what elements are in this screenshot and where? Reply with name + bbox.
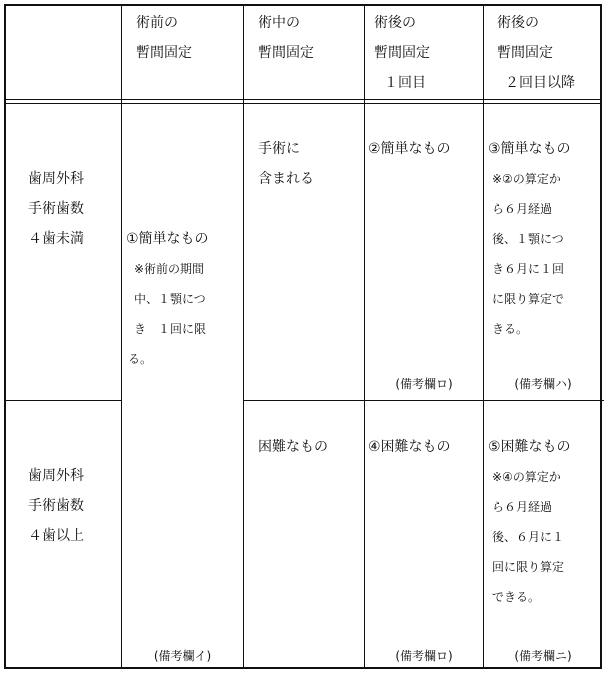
post-op-first-over4: ④困難なもの [368, 439, 451, 455]
header-line: 暫間固定 [136, 45, 192, 61]
header-post-op-second [497, 8, 575, 98]
column-divider [483, 6, 484, 667]
post-op-second-under4-main: ③簡単なもの [488, 141, 571, 157]
note-line: ら６月経過 [492, 500, 553, 514]
column-divider [364, 6, 365, 667]
column-divider [243, 6, 244, 667]
row-label-line: 手術歯数 [28, 498, 84, 514]
pre-op-note [128, 254, 207, 374]
note-line: 回に限り算定 [492, 560, 565, 574]
header-intra-op [258, 8, 314, 68]
note-line: る。 [128, 352, 153, 366]
remark-ro: (備考欄ロ) [395, 377, 453, 391]
note-line: き １回に限 [134, 322, 207, 336]
note-line: に限り算定で [492, 292, 565, 306]
header-post-op-first [374, 8, 430, 98]
header-divider [6, 99, 600, 104]
note-line: 後、１顎につ [492, 232, 564, 246]
row-divider [6, 400, 121, 401]
note-line: ら６月経過 [492, 202, 553, 216]
post-op-second-under4-note [492, 164, 564, 344]
note-line: ※④の算定か [492, 470, 561, 484]
column-divider [121, 6, 122, 667]
note-line: ※術前の期間 [134, 262, 205, 276]
row-label-line: 歯周外科 [28, 171, 84, 187]
note-line: 中、１顎につ [134, 292, 206, 306]
intra-op-over4: 困難なもの [258, 439, 328, 455]
header-line: 術中の [258, 15, 300, 31]
header-line: 術後の [374, 15, 416, 31]
note-line: できる。 [492, 590, 541, 604]
row-label-line: ４歯未満 [28, 231, 84, 247]
note-line: き６月に１回 [492, 262, 565, 276]
note-line: きる。 [492, 322, 529, 336]
remark-ha: (備考欄ハ) [514, 377, 572, 391]
cell-line: 含まれる [258, 171, 314, 187]
cell-line: 手術に [258, 141, 300, 157]
remark-a: (備考欄イ) [153, 649, 212, 663]
remark-ni: (備考欄ニ) [514, 649, 572, 663]
note-line: 後、６月に１ [492, 530, 565, 544]
post-op-first-under4: ②簡単なもの [368, 141, 451, 157]
row-label-over4 [28, 461, 84, 551]
header-line: 暫間固定 [258, 45, 314, 61]
row-label-line: ４歯以上 [28, 528, 84, 544]
header-line: ２回目以降 [505, 75, 575, 91]
intra-op-under4 [258, 134, 314, 194]
row-label-line: 手術歯数 [28, 201, 84, 217]
header-line: 術前の [136, 15, 178, 31]
header-pre-op [136, 8, 192, 68]
row-label-line: 歯周外科 [28, 468, 84, 484]
row-label-under4 [28, 164, 84, 254]
header-line: 暫間固定 [374, 45, 430, 61]
fixation-table [4, 4, 602, 669]
note-line: ※②の算定か [492, 172, 561, 186]
header-line: １回目 [384, 75, 426, 91]
pre-op-main: ①簡単なもの [126, 231, 209, 247]
header-line: 暫間固定 [497, 45, 553, 61]
remark-ro: (備考欄ロ) [395, 649, 453, 663]
row-divider [243, 400, 604, 401]
post-op-second-over4-note [492, 462, 564, 612]
post-op-second-over4-main: ⑤困難なもの [488, 439, 571, 455]
header-line: 術後の [497, 15, 539, 31]
